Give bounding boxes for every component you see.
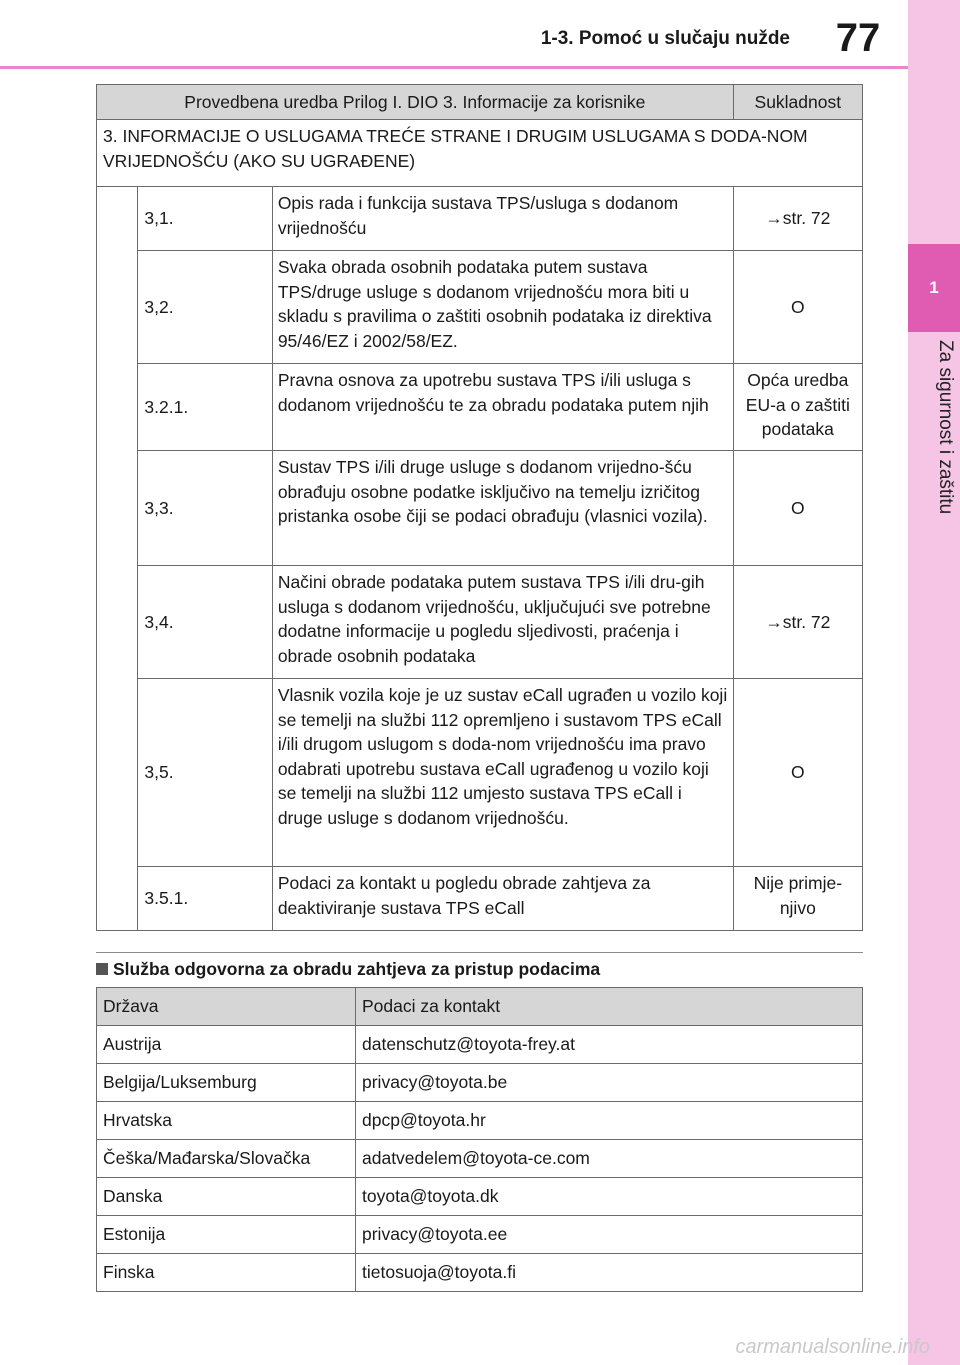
row-compliance: O — [733, 679, 862, 867]
section-row — [97, 120, 863, 187]
column-header-country: Država — [97, 988, 356, 1026]
page-number: 77 — [835, 16, 881, 60]
section-title: 1-3. Pomoć u slučaju nužde — [540, 28, 790, 49]
contact-email[interactable]: adatvedelem@toyota-ce.com — [356, 1140, 863, 1178]
contact-email[interactable]: dpcp@toyota.hr — [356, 1102, 863, 1140]
row-description: Pravna osnova za upotrebu sustava TPS i/ili usluga s dodanom vrijednošću te za obradu podataka putem njih — [272, 364, 733, 451]
row-description: Vlasnik vozila koje je uz sustav eCall ugrađen u vozilo koji se temelji na službi 112 opremljeno i sustavom TPS eCall i/ili drugom uslugom s doda-nom vrijednošću ima pravo odabrati upotrebu sustava eCall ugrađenog u vozilo koji se temelji na službi 112 umjesto sustava TPS eCall i druge usluge s dodanom vrijednošću. — [272, 679, 733, 867]
country-cell: Belgija/Luksemburg — [97, 1064, 356, 1102]
country-cell: Finska — [97, 1254, 356, 1292]
table-row — [97, 187, 863, 251]
contact-email[interactable]: tietosuoja@toyota.fi — [356, 1254, 863, 1292]
row-number: 3,4. — [138, 566, 272, 679]
country-cell: Danska — [97, 1178, 356, 1216]
column-header-contact: Podaci za kontakt — [356, 988, 863, 1026]
row-description: Opis rada i funkcija sustava TPS/usluga s dodanom vrijednošću — [272, 187, 733, 251]
contact-table-header — [97, 988, 863, 1026]
contact-email[interactable]: privacy@toyota.ee — [356, 1216, 863, 1254]
row-description: Svaka obrada osobnih podataka putem sustava TPS/druge usluge s dodanom vrijednošću mora biti u skladu s pravilima o zaštiti osobnih podataka iz direktiva 95/46/EZ i 2002/58/EZ. — [272, 251, 733, 364]
row-compliance: Opća uredba EU-a o zaštiti podataka — [733, 364, 862, 451]
table-row — [97, 451, 863, 566]
row-compliance: O — [733, 451, 862, 566]
column-header-info: Provedbena uredba Prilog I. DIO 3. Informacije za korisnike — [97, 85, 734, 120]
table-row — [97, 364, 863, 451]
row-number: 3,5. — [138, 679, 272, 867]
chapter-side-tab — [908, 0, 960, 1365]
country-cell: Austrija — [97, 1026, 356, 1064]
table-row — [97, 679, 863, 867]
row-number: 3,2. — [138, 251, 272, 364]
row-number: 3.5.1. — [138, 867, 272, 931]
contact-email[interactable]: toyota@toyota.dk — [356, 1178, 863, 1216]
chapter-label: Za sigurnost i zaštitu — [935, 340, 956, 515]
indent-cell — [97, 187, 138, 931]
bullet-square-icon — [96, 963, 108, 975]
row-number: 3.2.1. — [138, 364, 272, 451]
row-compliance: O — [733, 251, 862, 364]
row-description: Načini obrade podataka putem sustava TPS i/ili dru-gih usluga s dodanom vrijednošću, uključujući sve potrebne dodatne informacije u pogledu sljedivosti, praćenja i obrade osobnih podataka — [272, 566, 733, 679]
row-number: 3,1. — [138, 187, 272, 251]
table-row — [97, 251, 863, 364]
watermark: carmanualsonline.info — [735, 1336, 930, 1358]
info-table-header — [97, 85, 863, 120]
table-row — [97, 1140, 863, 1178]
column-header-compliance: Sukladnost — [733, 85, 862, 120]
country-cell: Češka/Mađarska/Slovačka — [97, 1140, 356, 1178]
row-description: Podaci za kontakt u pogledu obrade zahtjeva za deaktiviranje sustava TPS eCall — [272, 867, 733, 931]
contact-email[interactable]: datenschutz@toyota-frey.at — [356, 1026, 863, 1064]
table-row — [97, 1254, 863, 1292]
info-table — [96, 84, 863, 931]
country-cell: Hrvatska — [97, 1102, 356, 1140]
row-compliance[interactable]: →str. 72 — [733, 187, 862, 251]
chapter-number-tab[interactable]: 1 — [908, 244, 960, 332]
section-title-cell: 3. INFORMACIJE O USLUGAMA TREĆE STRANE I DRUGIM USLUGAMA S DODA-NOM VRIJEDNOŠĆU (AKO SU UGRAĐENE) — [97, 120, 863, 187]
table-row — [97, 867, 863, 931]
header-divider — [0, 66, 908, 69]
contact-section-heading — [96, 952, 863, 980]
row-compliance: Nije primje-njivo — [733, 867, 862, 931]
table-row — [97, 1216, 863, 1254]
table-row — [97, 566, 863, 679]
contact-table — [96, 987, 863, 1292]
contact-heading-text: Služba odgovorna za obradu zahtjeva za pristup podacima — [113, 959, 601, 979]
country-cell: Estonija — [97, 1216, 356, 1254]
row-compliance[interactable]: →str. 72 — [733, 566, 862, 679]
table-row — [97, 1178, 863, 1216]
table-row — [97, 1102, 863, 1140]
row-number: 3,3. — [138, 451, 272, 566]
table-row — [97, 1064, 863, 1102]
contact-email[interactable]: privacy@toyota.be — [356, 1064, 863, 1102]
row-description: Sustav TPS i/ili druge usluge s dodanom vrijedno-šću obrađuju osobne podatke isključivo na temelju izričitog pristanka osobe čiji se podaci obrađuju (vlasnici vozila). — [272, 451, 733, 566]
table-row — [97, 1026, 863, 1064]
